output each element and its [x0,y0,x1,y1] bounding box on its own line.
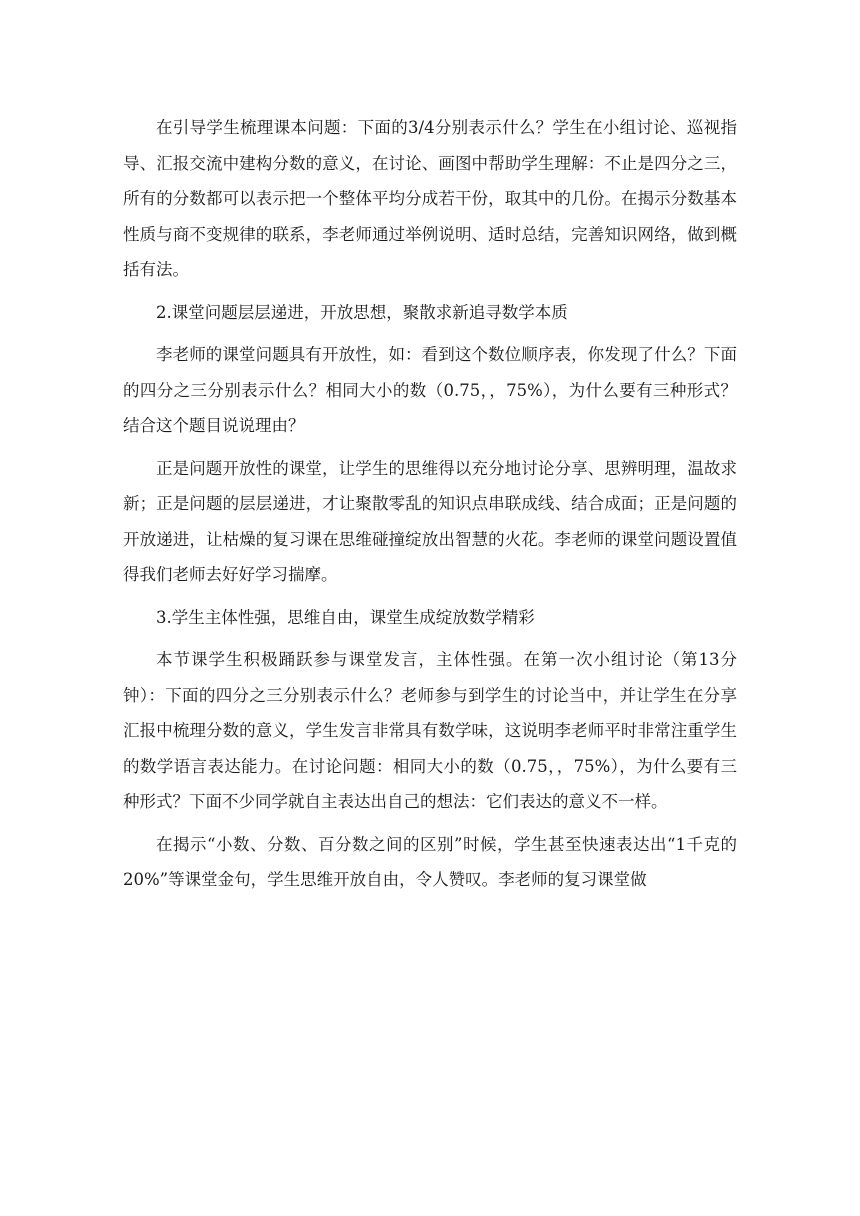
paragraph-organizing-questions: 在引导学生梳理课本问题：下面的3/4分别表示什么？学生在小组讨论、巡视指导、汇报交流中建构分数的意义，在讨论、画图中帮助学生理解：不止是四分之三，所有的分数都可以表示把一个整体平均分成若干份，取其中的几份。在揭示分数基本性质与商不变规律的联系，李老师通过举例说明、适时总结，完善知识网络，做到概括有法。 [123,118,737,279]
document-body [123,110,737,898]
section-heading-3: 3.学生主体性强，思维自由，课堂生成绽放数学精彩 [156,607,535,627]
paragraph-student-expression: 在揭示“小数、分数、百分数之间的区别”时候，学生甚至快速表达出“1千克的20%”等课堂金句，学生思维开放自由，令人赞叹。李老师的复习课堂做 [123,834,737,889]
section-heading-2: 2.课堂问题层层递进，开放思想，聚散求新追寻数学本质 [156,302,568,322]
paragraph-open-questions: 李老师的课堂问题具有开放性，如：看到这个数位顺序表，你发现了什么？下面的四分之三分别表示什么？相同大小的数（0.75，，75%），为什么要有三种形式？结合这个题目说说理由？ [123,345,737,435]
paragraph-open-classroom: 正是问题开放性的课堂，让学生的思维得以充分地讨论分享、思辨明理，温故求新；正是问题的层层递进，才让聚散零乱的知识点串联成线、结合成面；正是问题的开放递进，让枯燥的复习课在思维碰撞绽放出智慧的火花。李老师的课堂问题设置值得我们老师去好好学习揣摩。 [123,458,737,584]
paragraph-student-participation: 本节课学生积极踊跃参与课堂发言，主体性强。在第一次小组讨论（第13分钟）：下面的四分之三分别表示什么？老师参与到学生的讨论当中，并让学生在分享汇报中梳理分数的意义，学生发言非常具有数学味，这说明李老师平时非常注重学生的数学语言表达能力。在讨论问题：相同大小的数（0.75，，75%），为什么要有三种形式？下面不少同学就自主表达出自己的想法：它们表达的意义不一样。 [123,650,737,811]
